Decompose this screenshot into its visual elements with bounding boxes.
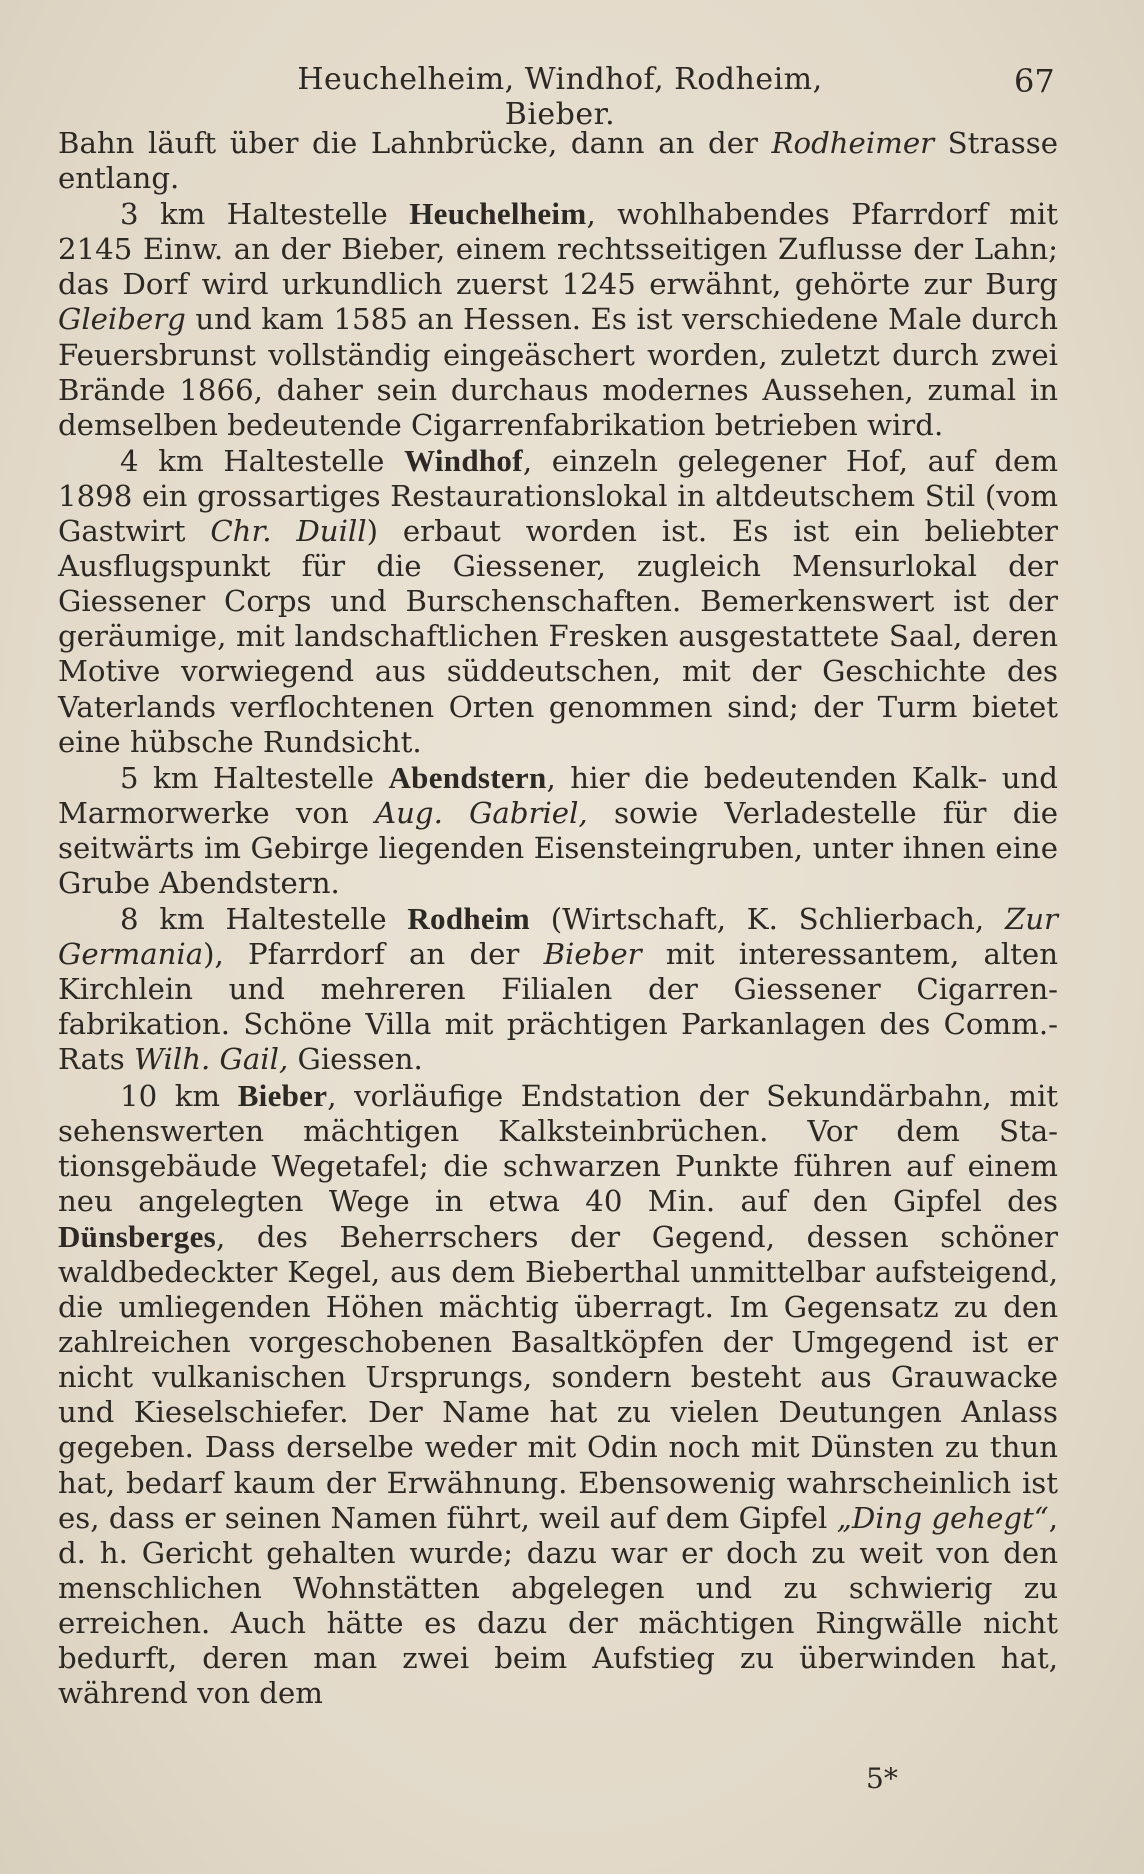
paragraph-rodheim	[58, 901, 1058, 1077]
place-name-rodheim: Rodheim	[407, 901, 531, 937]
text-run: (Wirtschaft, K. Schlierbach,	[530, 902, 1005, 937]
paragraph-windhof	[58, 443, 1058, 760]
text-run: 3 km Haltestelle	[120, 197, 410, 232]
italic-person-name: Chr. Duill	[210, 514, 367, 549]
italic-place-gleiberg: Gleiberg	[58, 302, 186, 337]
text-run: und kam 1585 an Hessen. Es ist verschiedene Male durch Feuersbrunst vollständig eingeäschert worden, zuletzt durch zwei Brände 1866, daher sein durchaus modernes Aussehen, zumal in demselben bedeutende Cigarrenfabrikation betrieben wird.	[58, 302, 1058, 442]
paragraph-heuchelheim	[58, 196, 1058, 443]
text-run: , wohlhabendes Pfarrdorf mit 2145 Einw. an der Bieber, einem rechtsseitigen Zuflusse der Lahn; das Dorf wird urkundlich zuerst 1245 erwähnt, gehörte zur Burg	[58, 197, 1058, 302]
place-name-windhof: Windhof	[404, 442, 523, 478]
place-name-abendstern: Abendstern	[388, 759, 547, 795]
italic-inn-name: Zur Germania	[58, 902, 1058, 972]
page-number: 67	[1014, 62, 1055, 100]
text-run: , vorläufige Endstation der Sekundärbahn, mit sehenswerten mächtigen Kalksteinbrüchen. Vor dem Stationsgebäude Wegetafel; die schwarzen Punkte führen auf einem neu angelegten Wege in etwa 40 Min. auf den Gipfel des	[58, 1078, 1059, 1218]
signature-mark: 5*	[866, 1762, 898, 1795]
italic-person-name: Aug. Gabriel,	[375, 795, 588, 830]
text-run: , des Beherrschers der Gegend, dessen schöner waldbedeckter Kegel, aus dem Bieberthal unmittelbar aufsteigend, die umliegenden Höhen mächtig überragt. Im Gegensatz zu den zahlreichen vorgeschobenen Basaltköpfen der Umgegend ist er nicht vulkanischen Ursprungs, sondern besteht aus Grauwacke und Kieselschiefer. Der Name hat zu vielen Deutungen Anlass gegeben. Dass derselbe weder mit Odin noch mit Dünsten zu thun hat, bedarf kaum der Erwähnung. Ebensowenig wahrscheinlich ist es, dass er seinen Namen führt, weil auf dem Gipfel	[58, 1219, 1058, 1535]
place-name-duensberg: Dünsberges	[58, 1218, 217, 1254]
running-title: Heuchelheim, Windhof, Rodheim, Bieber.	[297, 62, 823, 132]
body-text	[58, 126, 1058, 1711]
place-name-heuchelheim: Heuchelheim	[409, 196, 587, 232]
paragraph-abendstern	[58, 760, 1058, 901]
place-name-bieber: Bieber	[237, 1077, 328, 1113]
text-run: ), Pfarrdorf an der	[203, 937, 544, 972]
italic-person-name: Wilh. Gail,	[134, 1042, 289, 1077]
text-run: Bahn läuft über die Lahnbrücke, dann an der	[58, 126, 772, 160]
text-run: 8 km Haltestelle	[120, 902, 408, 937]
text-run: , d. h. Gericht gehalten wurde; dazu war er doch zu weit von den menschlichen Wohnstätten abgelegen und zu schwierig zu erreichen. Auch hätte es dazu der mächtigen Ringwälle nicht bedurft, deren man zwei beim Aufstieg zu überwinden hat, während von dem	[58, 1500, 1058, 1711]
italic-quote: „Ding gehegt“	[836, 1500, 1049, 1535]
italic-street-name: Rodheimer	[771, 126, 935, 160]
italic-river-name: Bieber	[543, 937, 642, 972]
paragraph-continuation	[58, 126, 1058, 196]
text-run: ) erbaut worden ist. Es ist ein beliebter Ausflugspunkt für die Giessener, zugleich Mensurlokal der Giessener Corps und Burschenschaften. Bemerkenswert ist der geräumige, mit landschaftlichen Fresken ausgestattete Saal, deren Motive vorwiegend aus süddeutschen, mit der Geschichte des Vaterlands verflochtenen Orten genommen sind; der Turm bietet eine hübsche Rundsicht.	[58, 514, 1058, 759]
text-run: 5 km Haltestelle	[120, 760, 389, 795]
paragraph-bieber	[58, 1078, 1058, 1712]
text-run: mit interessantem, alten Kirchlein und mehreren Filialen der Giessener Cigarrenfabrikation. Schöne Villa mit prächtigen Parkanlagen des Comm.-Rats	[58, 937, 1058, 1077]
text-run: Strasse entlang.	[58, 126, 1058, 196]
text-run: Giessen.	[288, 1042, 423, 1077]
text-run: , einzeln gelegener Hof, auf dem 1898 ein grossartiges Restaurationslokal in altdeutschem Stil (vom Gastwirt	[58, 443, 1058, 549]
text-run: 10 km	[120, 1078, 238, 1113]
text-run: sowie Verladestelle für die seitwärts im Gebirge liegenden Eisensteingruben, unter ihnen eine Grube Abendstern.	[58, 795, 1058, 900]
running-head	[0, 62, 1144, 132]
text-run: , hier die bedeutenden Kalk- und Marmorwerke von	[58, 760, 1058, 830]
text-run: 4 km Haltestelle	[120, 443, 405, 478]
